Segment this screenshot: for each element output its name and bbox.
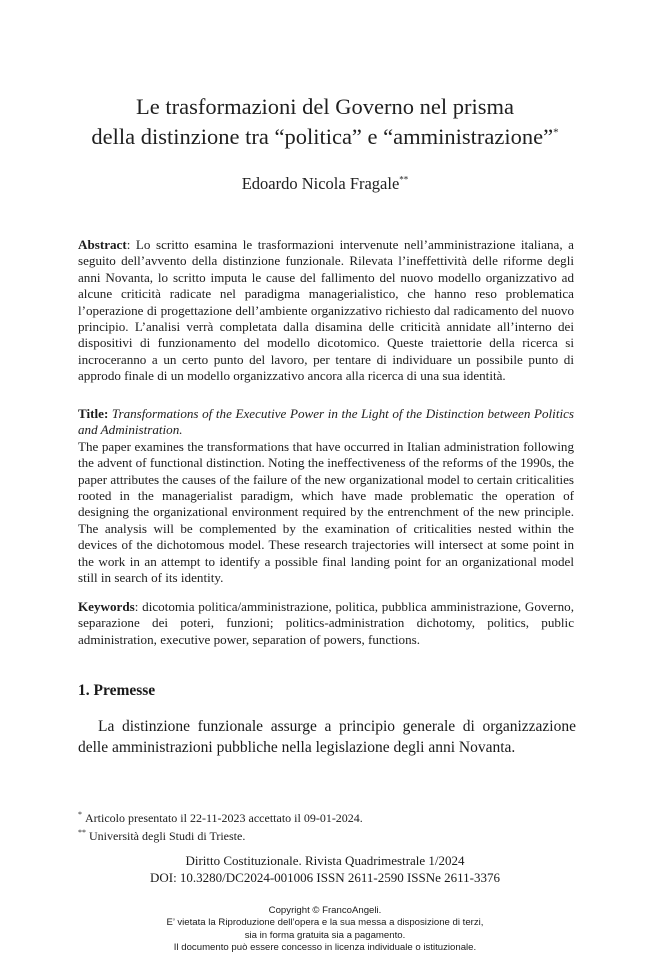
keywords-text: : dicotomia politica/amministrazione, politica, pubblica amministrazione, Governo, separazione dei poteri, funzioni; politics-administration dichotomy, politics, public administration, executive power, separation of powers, functions.	[78, 599, 574, 647]
author-footnote-mark: **	[399, 174, 409, 185]
abstract-italian	[78, 237, 574, 385]
journal-info	[40, 852, 610, 886]
abstract-label: Abstract	[78, 237, 127, 252]
english-abstract-text: The paper examines the transformations that have occurred in Italian administration following the advent of functional distinction. Noting the ineffectiveness of the reforms of the 1990s, the paper attributes the causes of the failure of the new organizational model to certain criticalities rooted in the managerialist paradigm, which have made problematic the operation of designing the organizational environment required by the entrenchment of the new principle. The analysis will be complemented by the examination of criticalities nested within the devices of the dichotomous model. These research trajectories will intersect at some point in the work in an attempt to identify a possible final landing point for an organizational model still in search of its identity.	[78, 438, 574, 586]
copyright-notice	[40, 905, 610, 954]
keywords	[78, 599, 574, 648]
english-title-text: Transformations of the Executive Power in the Light of the Distinction between Politics and Administration.	[78, 406, 575, 438]
footnote-1-text: Articolo presentato il 22-11-2023 accettato il 09-01-2024.	[85, 811, 363, 825]
english-title-label: Title:	[78, 406, 109, 421]
abstract-text: : Lo scritto esamina le trasformazioni intervenute nell’amministrazione italiana, a seguito dell’avvento della distinzione funzionale. Rilevata l’ineffettività delle riforme degli anni Novanta, lo scritto imputa le cause del fallimento del nuovo modello organizzativo ad alcune criticità radicate nel paradigma managerialistico, che hanno reso problematica l’operazione di progettazione dell’ambiente organizzativo richiesto dal radicamento del nuovo principio. L’analisi verrà completata dalla disamina delle criticità annidate all’interno dei dispositivi di funzionamento del modello dicotomico. Queste traiettorie della ricerca si incroceranno a un certo punto del lavoro, per tentare di individuare un possibile punto di approdo finale di un modello organizzativo ancora alla ricerca di una sua identità.	[78, 237, 574, 384]
journal-doi: DOI: 10.3280/DC2024-001006 ISSN 2611-2590 ISSNe 2611-3376	[149, 870, 501, 885]
footnote-2-mark: **	[78, 828, 86, 837]
abstract-english	[78, 406, 574, 586]
article-title-line-1: Le trasformazioni del Governo nel prisma	[136, 94, 514, 119]
section-heading: 1. Premesse	[78, 682, 156, 699]
footnote-1-mark: *	[78, 810, 82, 819]
journal-name: Diritto Costituzionale. Rivista Quadrimestrale 1/2024	[185, 853, 465, 868]
body-paragraph: La distinzione funzionale assurge a principio generale di organizzazione delle amministrazioni pubbliche nella legislazione degli anni Novanta.	[78, 718, 576, 756]
article-title-line-2: della distinzione tra “politica” e “amministrazione”	[91, 124, 554, 149]
copyright-line-1: Copyright © FrancoAngeli.	[268, 905, 382, 916]
author-name	[40, 174, 610, 194]
keywords-label: Keywords	[78, 599, 135, 614]
footnote-1	[78, 811, 363, 826]
article-title	[40, 92, 610, 152]
author-name-text: Edoardo Nicola Fragale	[241, 174, 400, 193]
footnote-2	[78, 829, 245, 844]
copyright-line-3: sia in forma gratuita sia a pagamento.	[244, 929, 406, 941]
footnote-2-text: Università degli Studi di Trieste.	[89, 829, 246, 843]
copyright-line-4: Il documento può essere concesso in licenza individuale o istituzionale.	[173, 941, 477, 953]
title-footnote-mark: *	[553, 126, 559, 139]
copyright-line-2: E’ vietata la Riproduzione dell’opera e la sua messa a disposizione di terzi,	[166, 917, 484, 929]
